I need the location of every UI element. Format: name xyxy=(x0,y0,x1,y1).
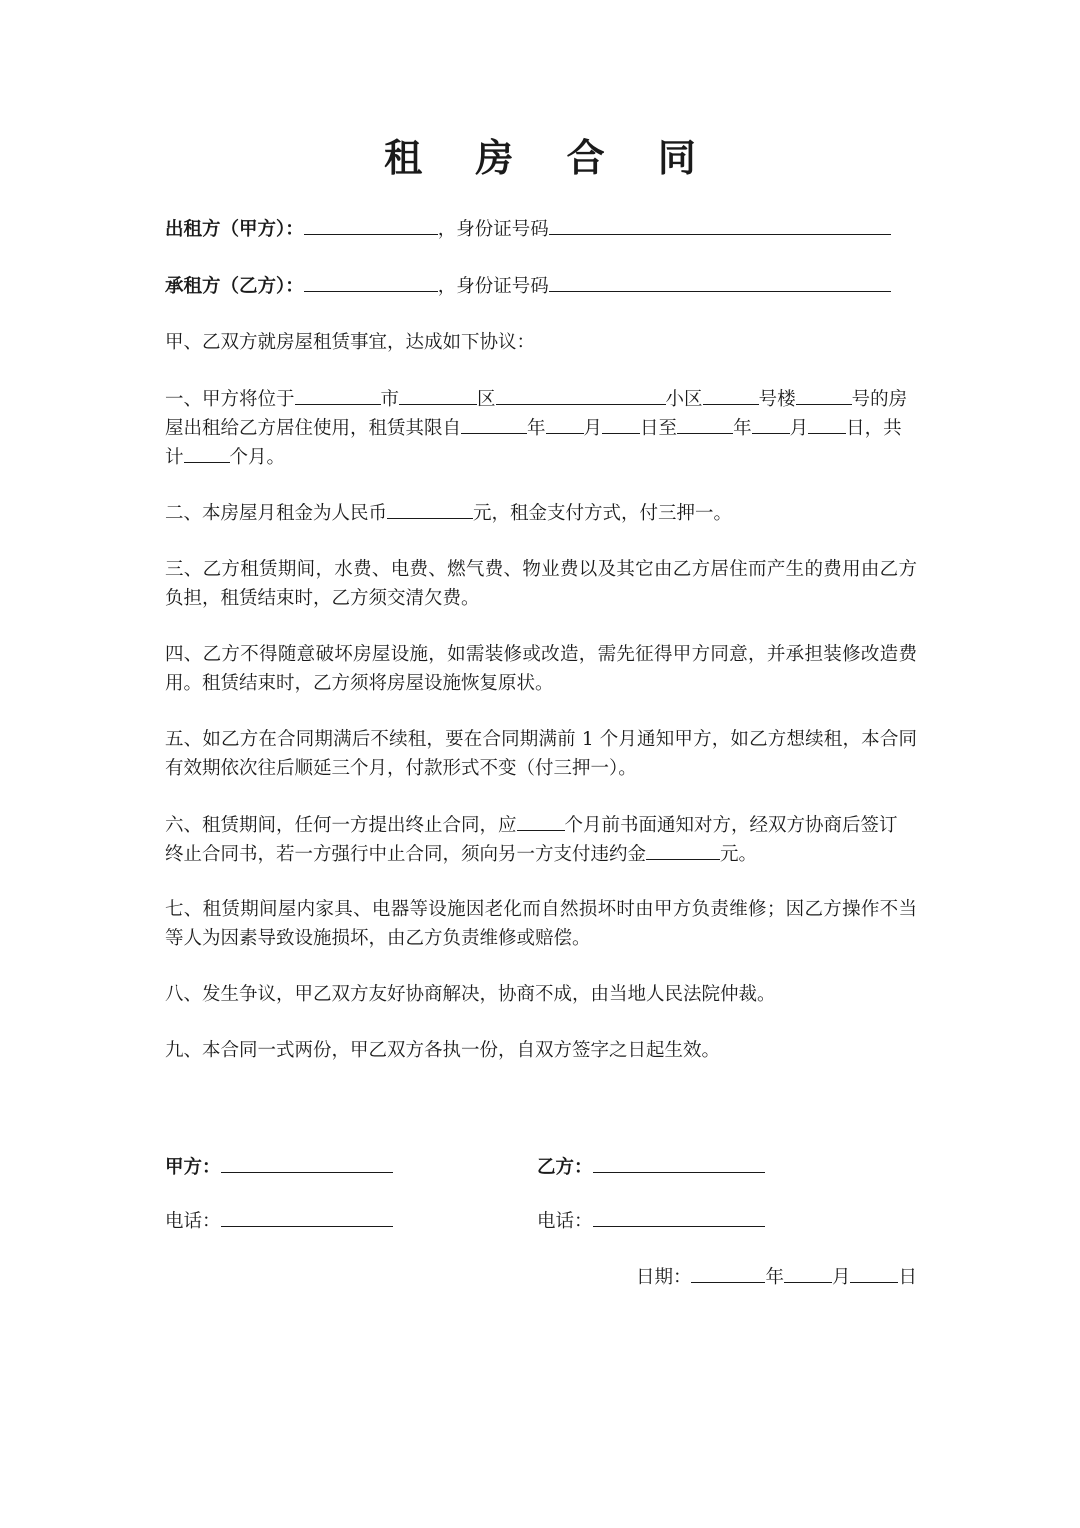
clause-4: 四、乙方不得随意破坏房屋设施，如需装修或改造，需先征得甲方同意，并承担装修改造费用。租赁结束时，乙方须将房屋设施恢复原状。 xyxy=(165,644,917,694)
clause-text: 一、甲方将位于 xyxy=(165,389,295,410)
clause-text: 二、本房屋月租金为人民币 xyxy=(165,503,388,524)
clause-text: 号楼 xyxy=(758,389,796,410)
clause-text: 元，租金支付方式，付三押一。 xyxy=(473,503,733,524)
rent-amount-field[interactable] xyxy=(387,498,473,519)
end-day-field[interactable] xyxy=(808,413,846,434)
clause-2 xyxy=(165,498,732,529)
unit-field[interactable] xyxy=(796,384,852,405)
clause-3: 三、乙方租赁期间，水费、电费、燃气费、物业费以及其它由乙方居住而产生的费用由乙方负担，租赁结束时，乙方须交清欠费。 xyxy=(165,559,917,609)
district-field[interactable] xyxy=(399,384,477,405)
page-title: 租 房 合 同 xyxy=(384,136,716,180)
clause-text: 日至 xyxy=(640,418,678,439)
date-day-label: 日 xyxy=(898,1267,917,1288)
clause-text: 屋出租给乙方居住使用，租赁其限自 xyxy=(165,418,462,439)
clause-text: 市 xyxy=(380,389,400,410)
months-field[interactable] xyxy=(184,442,230,463)
clause-8: 八、发生争议，甲乙双方友好协商解决，协商不成，由当地人民法院仲裁。 xyxy=(165,984,776,1005)
clause-6-line-1 xyxy=(165,810,898,841)
lessee-label: 承租方（乙方）： xyxy=(165,276,304,297)
building-field[interactable] xyxy=(703,384,759,405)
date-year-label: 年 xyxy=(765,1267,784,1288)
date-label: 日期： xyxy=(635,1267,692,1288)
clause-text: 号的房 xyxy=(851,389,908,410)
clause-1-line-1 xyxy=(165,384,907,415)
clause-text: 年 xyxy=(527,418,546,439)
party-a-phone xyxy=(165,1206,393,1237)
date-line xyxy=(636,1262,917,1293)
clause-1-line-2 xyxy=(165,413,902,444)
party-b-label: 乙方： xyxy=(537,1157,593,1178)
end-year-field[interactable] xyxy=(677,413,733,434)
lessee-name-field[interactable] xyxy=(304,271,438,292)
lessor-line xyxy=(165,214,891,245)
clause-text: 区 xyxy=(477,389,496,410)
party-a-signature xyxy=(165,1152,393,1183)
lessor-id-field[interactable] xyxy=(549,214,891,235)
start-year-field[interactable] xyxy=(461,413,527,434)
clause-text: 日，共 xyxy=(846,418,902,439)
city-field[interactable] xyxy=(295,384,381,405)
clause-text: 六、租赁期间，任何一方提出终止合同，应 xyxy=(165,815,517,836)
end-month-field[interactable] xyxy=(752,413,790,434)
start-day-field[interactable] xyxy=(602,413,640,434)
clause-text: 小区 xyxy=(665,389,703,410)
clause-text: 个月前书面通知对方，经双方协商后签订 xyxy=(564,815,898,836)
lessee-line xyxy=(165,271,891,302)
penalty-amount-field[interactable] xyxy=(646,839,720,860)
party-a-phone-field[interactable] xyxy=(221,1206,393,1227)
clause-text: 个月。 xyxy=(229,447,286,468)
lessor-label: 出租方（甲方）： xyxy=(165,219,304,240)
party-b-phone xyxy=(537,1206,765,1237)
intro-text: 甲、乙双方就房屋租赁事宜，达成如下协议： xyxy=(165,332,536,353)
lessor-name-field[interactable] xyxy=(304,214,438,235)
clause-5: 五、如乙方在合同期满后不续租，要在合同期满前 1 个月通知甲方，如乙方想续租，本合同有效期依次往后顺延三个月，付款形式不变（付三押一）。 xyxy=(165,729,917,779)
phone-b-label: 电话： xyxy=(537,1211,593,1232)
notice-months-field[interactable] xyxy=(517,810,565,831)
date-year-field[interactable] xyxy=(691,1262,765,1283)
party-a-label: 甲方： xyxy=(165,1157,221,1178)
party-b-signature xyxy=(537,1152,765,1183)
clause-6-line-2 xyxy=(165,839,757,870)
community-field[interactable] xyxy=(496,384,666,405)
party-b-signature-field[interactable] xyxy=(593,1152,765,1173)
phone-a-label: 电话： xyxy=(165,1211,221,1232)
clause-text: 计 xyxy=(165,447,184,468)
clause-text: 月 xyxy=(583,418,603,439)
date-month-label: 月 xyxy=(831,1267,851,1288)
clause-text: 元。 xyxy=(720,844,758,865)
clause-9: 九、本合同一式两份，甲乙双方各执一份，自双方签字之日起生效。 xyxy=(165,1040,721,1061)
clause-text: 月 xyxy=(789,418,809,439)
clause-text: 终止合同书，若一方强行中止合同，须向另一方支付违约金 xyxy=(165,844,647,865)
clause-1-line-3 xyxy=(165,442,285,473)
lessee-id-field[interactable] xyxy=(549,271,891,292)
clause-7: 七、租赁期间屋内家具、电器等设施因老化而自然损坏时由甲方负责维修；因乙方操作不当等人为因素导致设施损坏，由乙方负责维修或赔偿。 xyxy=(165,899,917,949)
date-day-field[interactable] xyxy=(850,1262,898,1283)
date-month-field[interactable] xyxy=(784,1262,832,1283)
start-month-field[interactable] xyxy=(546,413,584,434)
clause-text: 年 xyxy=(733,418,752,439)
lessee-id-label: ，身份证号码 xyxy=(437,276,549,297)
party-b-phone-field[interactable] xyxy=(593,1206,765,1227)
party-a-signature-field[interactable] xyxy=(221,1152,393,1173)
lessor-id-label: ，身份证号码 xyxy=(437,219,549,240)
